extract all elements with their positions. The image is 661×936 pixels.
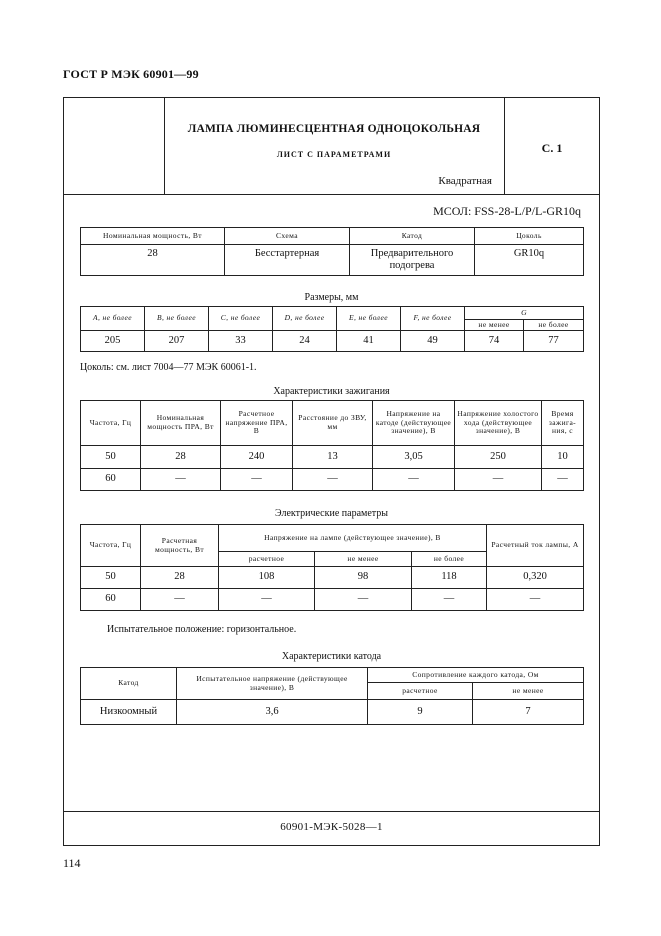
- header-dim-g-max: не более: [524, 320, 584, 331]
- header-cathode: Катод: [350, 228, 475, 245]
- header-cathode-resistance-min: не менее: [473, 683, 584, 700]
- header-ign-frequency: Частота, Гц: [81, 401, 141, 446]
- general-parameters-table: [80, 227, 584, 276]
- el-cell: 118: [412, 567, 487, 589]
- el-cell: —: [141, 589, 219, 611]
- title-divider-left: [164, 98, 165, 194]
- lamp-shape: Квадратная: [438, 175, 492, 187]
- header-cathode-type: Катод: [81, 668, 177, 700]
- ignition-table: [80, 400, 584, 491]
- sheet-subtitle: ЛИСТ С ПАРАМЕТРАМИ: [276, 150, 392, 159]
- header-el-power: Расчетная мощность, Вт: [141, 525, 219, 567]
- title-block: [64, 98, 599, 195]
- ign-cell: 28: [141, 446, 221, 469]
- ign-cell: —: [141, 469, 221, 491]
- el-cell: —: [487, 589, 584, 611]
- header-ign-time: Время зажига-ния, с: [542, 401, 584, 446]
- value-dim-d: 24: [273, 331, 337, 352]
- header-ign-ballast-power: Номинальная мощность ПРА, Вт: [141, 401, 221, 446]
- header-dim-g: G: [465, 307, 584, 320]
- ignition-caption: Характеристики зажигания: [273, 386, 390, 397]
- dimensions-caption: Размеры, мм: [304, 292, 359, 303]
- table-row: [81, 469, 584, 491]
- header-dim-g-min: не менее: [465, 320, 524, 331]
- value-dim-c: 33: [209, 331, 273, 352]
- header-el-frequency: Частота, Гц: [81, 525, 141, 567]
- header-dim-d: D, не более: [273, 307, 337, 331]
- header-el-current: Расчетный ток лампы, А: [487, 525, 584, 567]
- header-dim-c: C, не более: [209, 307, 273, 331]
- header-ign-open-circuit-voltage: Напряжение холостого хода (действующее значение), В: [455, 401, 542, 446]
- el-cell: —: [219, 589, 315, 611]
- ign-cell: —: [542, 469, 584, 491]
- parameter-sheet-frame: [63, 97, 600, 846]
- dimensions-table: [80, 306, 584, 352]
- el-cell: 0,320: [487, 567, 584, 589]
- test-position-note: Испытательное положение: горизонтальное.: [107, 624, 297, 635]
- cathode-cell: 7: [473, 700, 584, 725]
- value-dim-b: 207: [145, 331, 209, 352]
- header-el-voltage-min: не менее: [315, 552, 412, 567]
- value-dim-e: 41: [337, 331, 401, 352]
- table-row: [81, 446, 584, 469]
- value-cathode: Предварительного подогрева: [350, 245, 475, 276]
- value-cap: GR10q: [475, 245, 584, 276]
- table-row: [81, 589, 584, 611]
- cathode-table: [80, 667, 584, 725]
- header-cathode-resistance: Сопротивление каждого катода, Ом: [368, 668, 584, 683]
- value-dim-g-max: 77: [524, 331, 584, 352]
- el-cell: —: [412, 589, 487, 611]
- ign-cell: 3,05: [373, 446, 455, 469]
- value-dim-f: 49: [401, 331, 465, 352]
- ign-cell: 13: [293, 446, 373, 469]
- ign-cell: 240: [221, 446, 293, 469]
- header-cathode-test-voltage: Испытательное напряжение (действующее значение), В: [177, 668, 368, 700]
- header-el-voltage-rated: расчетное: [219, 552, 315, 567]
- el-cell: 108: [219, 567, 315, 589]
- ign-cell: 60: [81, 469, 141, 491]
- header-dim-f: F, не более: [401, 307, 465, 331]
- header-ign-distance: Расстояние до ЗВУ, мм: [293, 401, 373, 446]
- electrical-caption: Электрические параметры: [275, 508, 388, 519]
- lamp-title: ЛАМПА ЛЮМИНЕСЦЕНТНАЯ ОДНОЦОКОЛЬНАЯ: [187, 123, 481, 135]
- value-dim-a: 205: [81, 331, 145, 352]
- ign-cell: 250: [455, 446, 542, 469]
- el-cell: —: [315, 589, 412, 611]
- header-nominal-power: Номинальная мощность, Вт: [81, 228, 225, 245]
- ign-cell: —: [293, 469, 373, 491]
- el-cell: 50: [81, 567, 141, 589]
- cap-reference-note: Цоколь: см. лист 7004—77 МЭК 60061-1.: [80, 362, 257, 373]
- footer-divider: [64, 811, 599, 812]
- cathode-cell: Низкоомный: [81, 700, 177, 725]
- el-cell: 60: [81, 589, 141, 611]
- header-ign-ballast-voltage: Расчетное напряжение ПРА, В: [221, 401, 293, 446]
- table-row: [81, 567, 584, 589]
- ign-cell: 10: [542, 446, 584, 469]
- header-ign-cathode-voltage: Напряжение на катоде (действующее значение), В: [373, 401, 455, 446]
- ign-cell: —: [221, 469, 293, 491]
- header-circuit: Схема: [225, 228, 350, 245]
- header-cap: Цоколь: [475, 228, 584, 245]
- header-dim-b: B, не более: [145, 307, 209, 331]
- ign-cell: —: [373, 469, 455, 491]
- header-cathode-resistance-rated: расчетное: [368, 683, 473, 700]
- value-dim-g-min: 74: [465, 331, 524, 352]
- standard-header: ГОСТ Р МЭК 60901—99: [63, 67, 199, 81]
- value-circuit: Бесстартерная: [225, 245, 350, 276]
- cathode-cell: 9: [368, 700, 473, 725]
- lamp-designation: МСОЛ: FSS-28-L/P/L-GR10q: [433, 204, 581, 218]
- sheet-number: С. 1: [541, 141, 563, 155]
- cathode-caption: Характеристики катода: [281, 651, 382, 662]
- table-row: [81, 700, 584, 725]
- el-cell: 28: [141, 567, 219, 589]
- cathode-cell: 3,6: [177, 700, 368, 725]
- ign-cell: —: [455, 469, 542, 491]
- page-number: 114: [63, 856, 81, 870]
- header-el-voltage-max: не более: [412, 552, 487, 567]
- el-cell: 98: [315, 567, 412, 589]
- electrical-table: [80, 524, 584, 611]
- header-dim-a: A, не более: [81, 307, 145, 331]
- sheet-code: 60901-МЭК-5028—1: [280, 821, 383, 833]
- header-el-lamp-voltage: Напряжение на лампе (действующее значение), В: [219, 525, 487, 552]
- ign-cell: 50: [81, 446, 141, 469]
- header-dim-e: E, не более: [337, 307, 401, 331]
- value-nominal-power: 28: [81, 245, 225, 276]
